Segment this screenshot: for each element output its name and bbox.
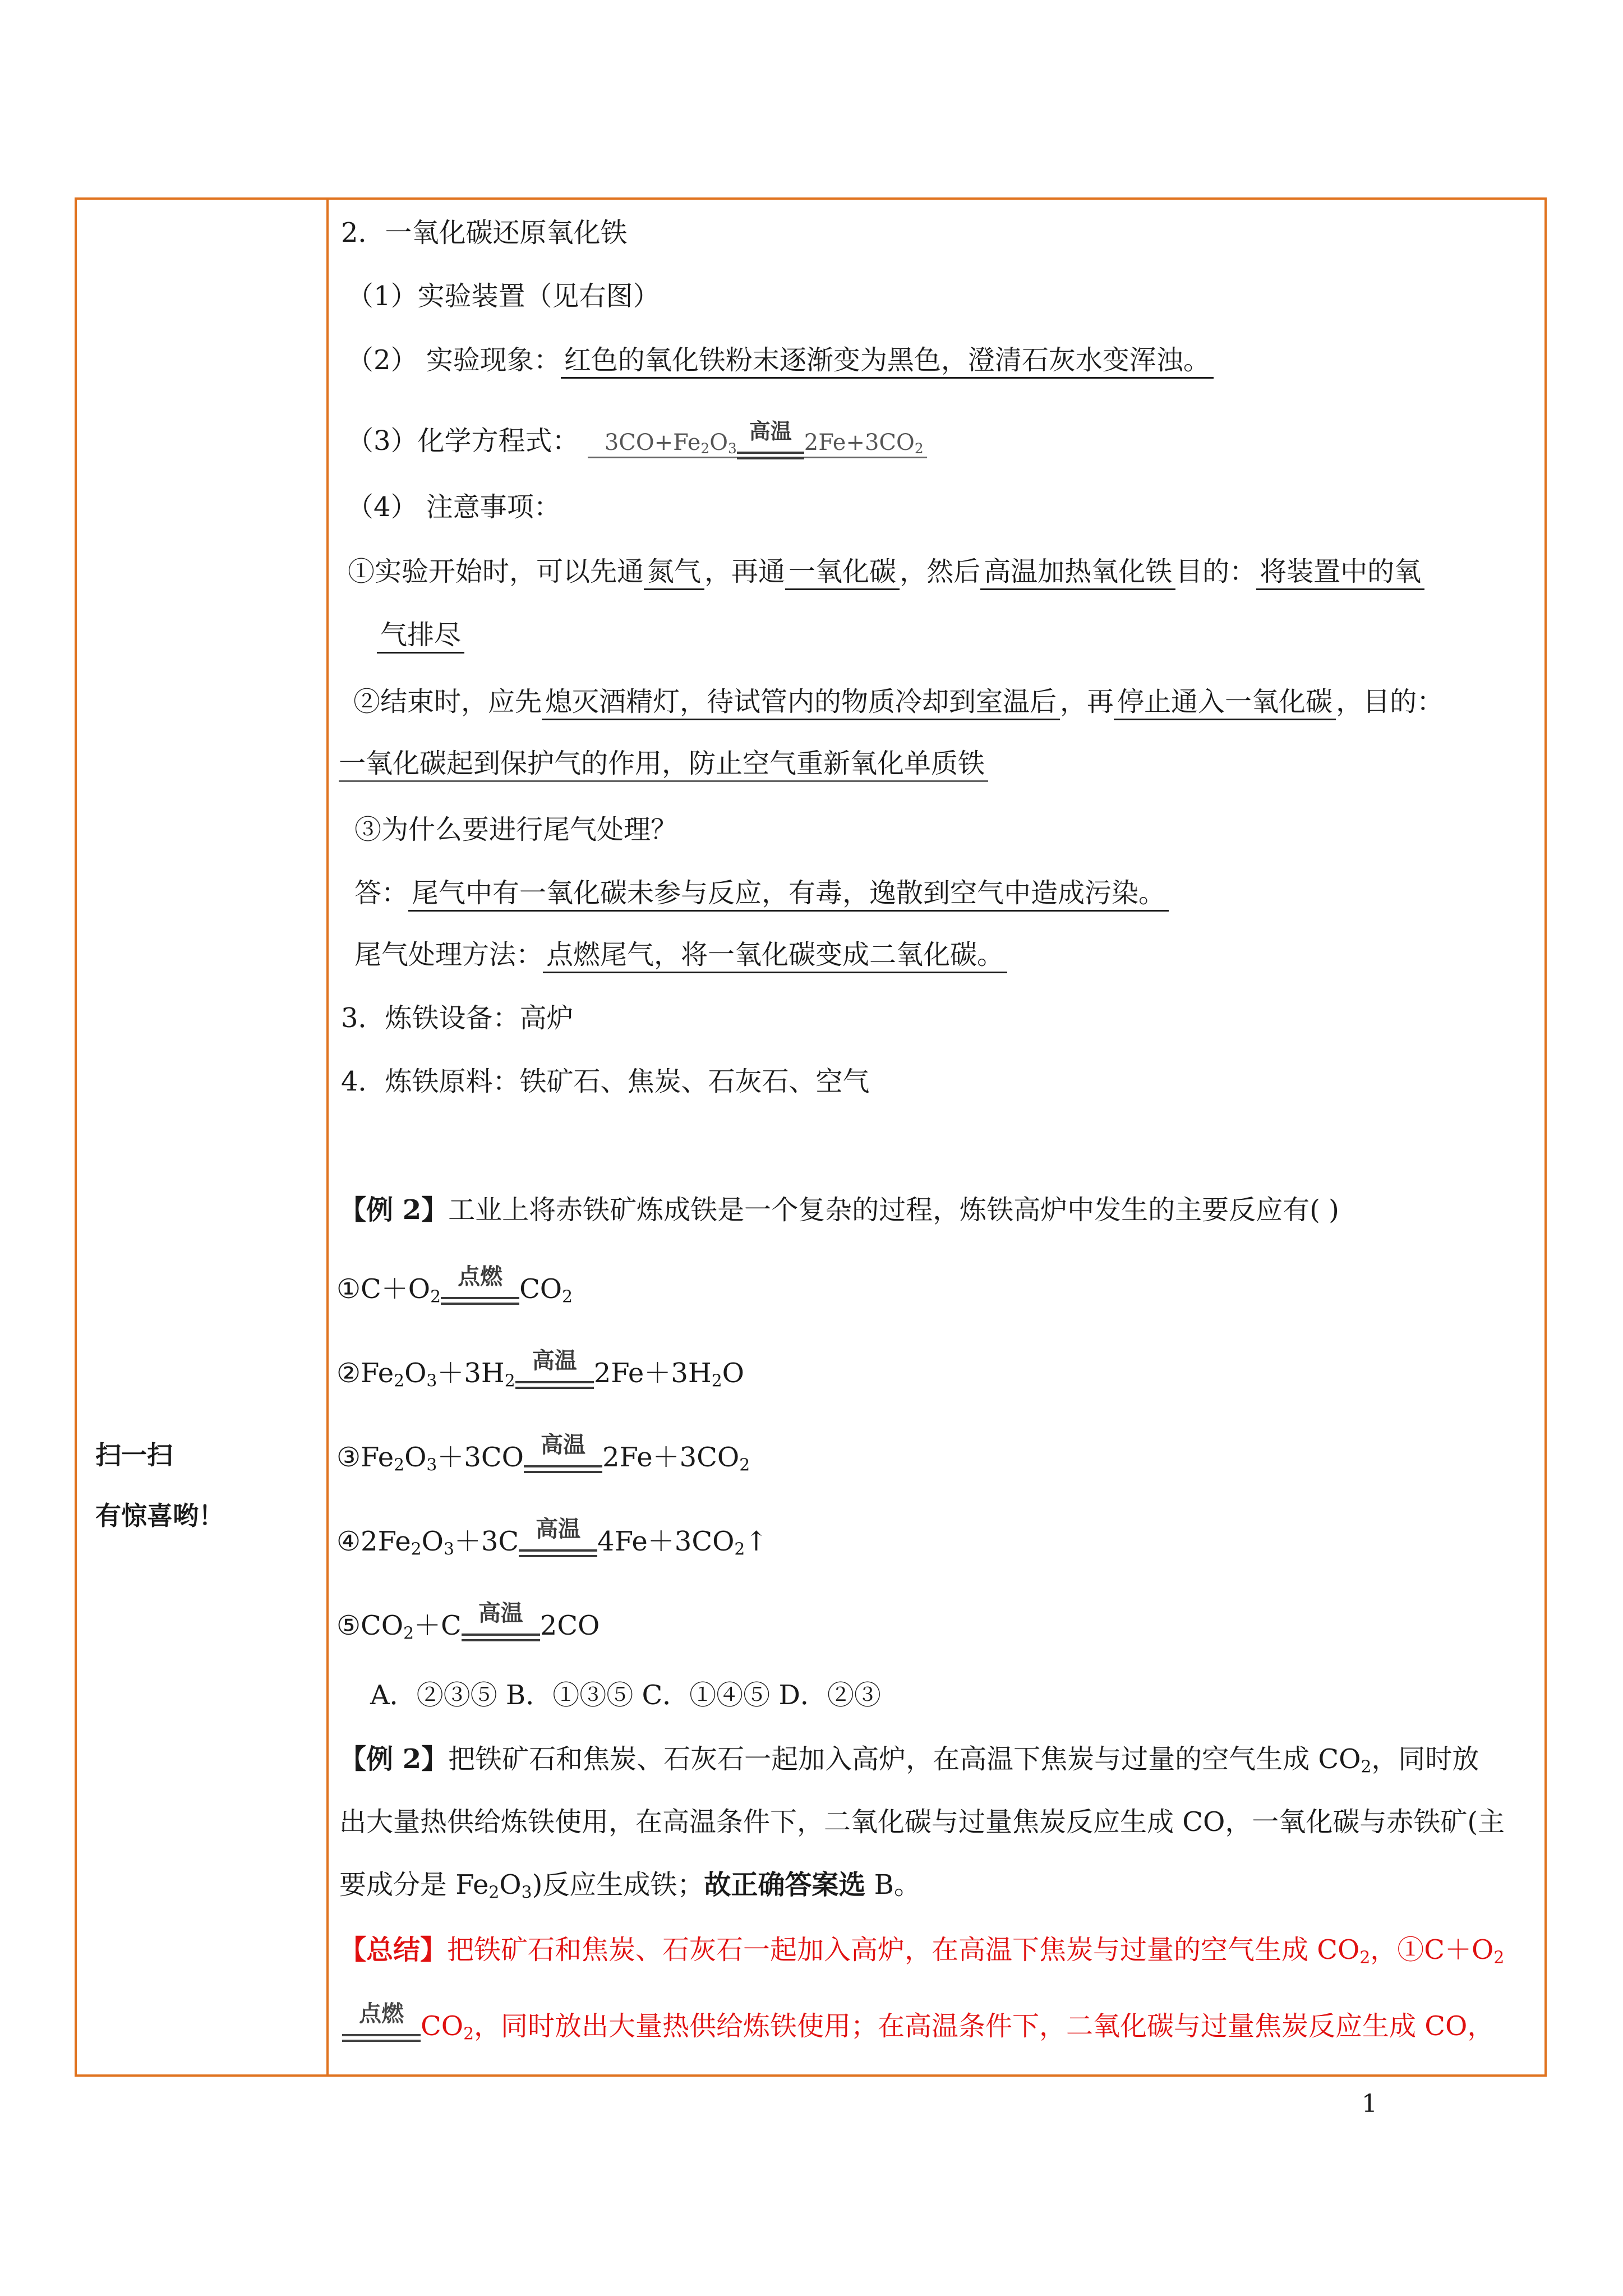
condition-high-temp: 高温 — [519, 1526, 597, 1559]
item2 — [347, 342, 1214, 378]
item3 — [347, 419, 927, 462]
note2-blank-2: 停止通入一氧化碳 — [1114, 686, 1336, 720]
tail-method — [354, 937, 1007, 973]
page-number: 1 — [1362, 2090, 1377, 2118]
summary-line-2: 点燃 $CO_2$，同时放出大量热供给炼铁使用；在高温条件下，二氧化碳与过量焦炭反应生成 CO， — [342, 2008, 1494, 2044]
reaction-5: $⑤CO_2+C$ 高温 2CO — [336, 1600, 600, 1644]
condition-high-temp: 高温 — [515, 1358, 594, 1391]
reaction-1: $①C+O_2$ 点燃 $CO_2$ — [336, 1264, 573, 1307]
note1-blank-3: 高温加热氧化铁 — [980, 556, 1175, 590]
note1-text-c: ，再通 — [704, 556, 786, 587]
reaction-4: $④2Fe_2O_3+3C$ 高温 $4Fe+3CO_2↑$ — [336, 1516, 768, 1559]
note1-blank-1: 氮气 — [644, 556, 704, 590]
note3: ③为什么要进行尾气处理？ — [354, 814, 678, 845]
answer-options: A．②③⑤ B．①③⑤ C．①④⑤ D．②③ — [370, 1680, 881, 1711]
note1-blank-4: 将装置中的氧 — [1256, 556, 1424, 590]
item2-answer: 红色的氧化铁粉末逐渐变为黑色，澄清石灰水变浑浊。 — [561, 344, 1214, 379]
note1-text-a: ①实验开始时，可以先通 — [348, 556, 644, 587]
condition-ignite: 点燃 — [441, 1273, 519, 1307]
example-question — [339, 1192, 1339, 1228]
sidebar-line-2: 有惊喜哟！ — [95, 1501, 224, 1531]
section4: 4．炼铁原料：铁矿石、焦炭、石灰石、空气 — [341, 1066, 870, 1097]
section2-title: 2．一氧化碳还原氧化铁 — [341, 217, 628, 249]
note1-text-e: 目的： — [1175, 556, 1257, 587]
example-question-text: 工业上将赤铁矿炼成铁是一个复杂的过程，炼铁高炉中发生的主要反应有( ) — [448, 1194, 1339, 1226]
solution-label: 【例 2】 — [339, 1743, 449, 1775]
solution-line-1: 【例 2】把铁矿石和焦炭、石灰石一起加入高炉，在高温下焦炭与过量的空气生成 $CO_2$，同时放 — [339, 1743, 1479, 1777]
answer-label: 答： — [354, 877, 409, 909]
tail-label: 尾气处理方法： — [354, 939, 543, 970]
condition-high-temp: 高温 — [737, 428, 804, 462]
note2-cont — [339, 746, 988, 781]
item4: （4） 注意事项： — [347, 491, 561, 523]
item3-label: （3）化学方程式： — [347, 425, 579, 457]
note2 — [353, 684, 1444, 720]
note1-text-d: ，然后 — [900, 556, 981, 587]
reaction-3: $③Fe_2O_3+3CO$ 高温 $2Fe+3CO_2$ — [336, 1432, 750, 1475]
item3-equation: $3CO+Fe_2O_3$ 高温 $2Fe+3CO_2$ — [588, 430, 927, 458]
summary-label: 【总结】 — [339, 1934, 448, 1966]
note2-text-d: ，目的： — [1336, 686, 1444, 717]
note1-blank-2: 一氧化碳 — [785, 556, 900, 590]
condition-ignite: 点燃 — [342, 2010, 421, 2044]
note2-text-c: ，再 — [1060, 686, 1114, 717]
solution-line-2: 出大量热供给炼铁使用，在高温条件下，二氧化碳与过量焦炭反应生成 CO，一氧化碳与赤铁矿(主 — [339, 1806, 1505, 1838]
condition-high-temp: 高温 — [462, 1610, 540, 1644]
note2-blank-1: 熄灭酒精灯，待试管内的物质冷却到室温后 — [542, 686, 1060, 720]
note1-blank-5: 气排尽 — [377, 619, 464, 654]
example-label: 【例 2】 — [339, 1194, 449, 1226]
item2-label: （2） 实验现象： — [347, 344, 561, 376]
tail-answer: 点燃尾气，将一氧化碳变成二氧化碳。 — [543, 939, 1007, 973]
solution-line-3: 要成分是 $Fe_2O_3$)反应生成铁；故正确答案选 B。 — [339, 1869, 921, 1903]
note2-blank-3: 一氧化碳起到保护气的作用，防止空气重新氧化单质铁 — [339, 748, 988, 782]
answer-text: 尾气中有一氧化碳未参与反应，有毒，逸散到空气中造成污染。 — [408, 877, 1169, 912]
section3: 3．炼铁设备：高炉 — [341, 1002, 574, 1034]
note1 — [348, 554, 1424, 590]
note1-cont — [377, 617, 464, 653]
condition-high-temp: 高温 — [524, 1442, 602, 1475]
note2-text-a: ②结束时，应先 — [353, 686, 542, 717]
sidebar-line-1: 扫一扫 — [95, 1440, 173, 1470]
reaction-2: $②Fe_2O_3+3H_2$ 高温 $2Fe+3H_2O$ — [336, 1348, 745, 1391]
item1: （1）实验装置（见右图） — [347, 280, 660, 312]
answer — [354, 875, 1169, 911]
summary-line-1: 【总结】把铁矿石和焦炭、石灰石一起加入高炉，在高温下焦炭与过量的空气生成 $CO_2$，$①C+O_2$ — [339, 1934, 1505, 1968]
